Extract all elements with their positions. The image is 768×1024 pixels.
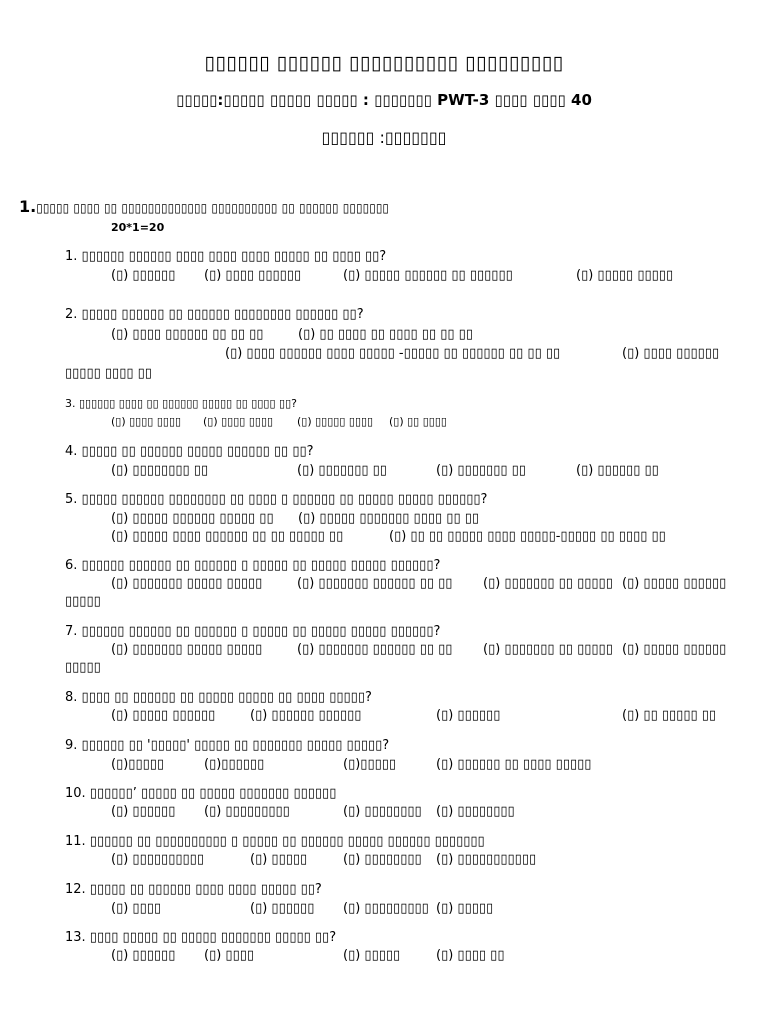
option: (▯) ▯▯▯▯▯▯ xyxy=(436,708,501,723)
option: (▯)▯▯▯▯▯ xyxy=(343,757,397,772)
paper-subject: ▯▯▯▯▯▯ :▯▯▯▯▯▯▯ xyxy=(321,128,447,147)
option: (▯) ▯▯▯▯▯▯ ▯▯ xyxy=(576,463,659,478)
option: (▯) ▯▯ ▯▯ ▯▯▯▯▯ ▯▯▯▯ ▯▯▯▯▯-▯▯▯▯▯ ▯▯ ▯▯▯▯ ▯▯ xyxy=(389,529,666,544)
option: (▯) ▯▯ ▯▯▯▯ xyxy=(389,415,447,428)
question-3: 3. ▯▯▯▯▯▯ ▯▯▯▯ ▯▯ ▯▯▯▯▯▯ ▯▯▯▯▯ ▯▯ ▯▯▯▯ ▯▯? xyxy=(65,397,297,410)
question-7: 7. ▯▯▯▯▯▯ ▯▯▯▯▯▯ ▯▯ ▯▯▯▯▯▯ ▯ ▯▯▯▯▯ ▯▯ ▯▯▯▯▯ ▯▯▯▯▯ ▯▯▯▯▯▯? xyxy=(65,624,441,639)
option: (▯) ▯▯▯▯▯ ▯▯▯▯▯▯▯ ▯▯▯▯ ▯▯ ▯▯ xyxy=(298,511,480,526)
question-6: 6. ▯▯▯▯▯▯ ▯▯▯▯▯▯ ▯▯ ▯▯▯▯▯▯ ▯ ▯▯▯▯▯ ▯▯ ▯▯▯▯▯ ▯▯▯▯▯ ▯▯▯▯▯▯? xyxy=(65,558,441,573)
question-13: 13. ▯▯▯▯ ▯▯▯▯▯ ▯▯ ▯▯▯▯▯ ▯▯▯▯▯▯▯ ▯▯▯▯▯ ▯▯? xyxy=(65,930,337,945)
option: (▯) ▯▯▯▯▯ ▯▯▯▯▯▯ xyxy=(622,576,727,591)
option: (▯) ▯▯▯▯▯▯▯ ▯▯▯▯▯▯ ▯▯ ▯▯ xyxy=(297,576,453,591)
option: (▯) ▯▯▯▯▯▯▯▯▯ xyxy=(204,804,290,819)
option: (▯) ▯▯▯▯▯▯▯ ▯▯ ▯▯▯▯▯ xyxy=(483,576,613,591)
option: (▯) ▯▯▯▯ ▯▯ xyxy=(436,948,505,963)
option: (▯) ▯▯▯▯▯▯▯▯▯▯ xyxy=(111,852,204,867)
paper-subtitle: ▯▯▯▯▯:▯▯▯▯▯ ▯▯▯▯▯ ▯▯▯▯▯ : ▯▯▯▯▯▯▯ PWT-3 ▯▯▯▯ ▯▯▯▯ 40 xyxy=(176,91,592,109)
question-5: 5. ▯▯▯▯▯ ▯▯▯▯▯▯ ▯▯▯▯▯▯▯▯ ▯▯ ▯▯▯▯ ▯ ▯▯▯▯▯▯ ▯▯ ▯▯▯▯▯ ▯▯▯▯▯ ▯▯▯▯▯▯? xyxy=(65,492,488,507)
option: (▯) ▯▯▯▯▯▯▯▯ xyxy=(343,852,422,867)
option: (▯) ▯▯▯▯▯▯ ▯▯ ▯▯▯▯ ▯▯▯▯▯ xyxy=(436,757,592,772)
option: (▯) ▯▯▯▯ ▯▯▯▯ xyxy=(111,415,182,428)
option: (▯) ▯▯▯▯▯ ▯▯▯▯▯▯ xyxy=(111,708,216,723)
option-continuation: ▯▯▯▯▯ xyxy=(65,660,101,675)
option: (▯)▯▯▯▯▯ xyxy=(111,757,165,772)
option: (▯) ▯▯▯▯▯ ▯▯▯▯ xyxy=(297,415,374,428)
option: (▯) ▯▯▯▯▯▯ xyxy=(111,804,176,819)
option: (▯) ▯▯ ▯▯▯▯▯ ▯▯ xyxy=(622,708,717,723)
option: (▯) ▯▯▯▯▯▯▯▯ xyxy=(436,804,515,819)
option: (▯) ▯▯▯▯ ▯▯▯▯▯▯ ▯▯ ▯▯ ▯▯ xyxy=(111,327,264,342)
option: (▯) ▯▯▯▯▯▯▯▯▯ xyxy=(343,901,429,916)
paper-title: ▯▯▯▯▯▯ ▯▯▯▯▯▯ ▯▯▯▯▯▯▯▯▯▯ ▯▯▯▯▯▯▯▯▯ xyxy=(204,52,564,74)
question-1: 1. ▯▯▯▯▯▯ ▯▯▯▯▯▯ ▯▯▯▯ ▯▯▯▯ ▯▯▯▯ ▯▯▯▯▯ ▯▯ ▯▯▯▯ ▯▯? xyxy=(65,249,387,264)
option: (▯) ▯▯▯▯▯▯▯ ▯▯▯▯▯ ▯▯▯▯▯ xyxy=(111,576,263,591)
question-12: 12. ▯▯▯▯▯ ▯▯ ▯▯▯▯▯▯ ▯▯▯▯ ▯▯▯▯ ▯▯▯▯▯ ▯▯? xyxy=(65,882,322,897)
option: (▯) ▯▯▯▯▯▯▯ ▯▯ xyxy=(297,463,387,478)
option: (▯) ▯▯▯▯▯ xyxy=(343,948,401,963)
option: (▯) ▯▯▯▯ xyxy=(204,948,255,963)
section-number: 1. xyxy=(19,197,37,216)
question-11: 11. ▯▯▯▯▯▯ ▯▯ ▯▯▯▯▯▯▯▯▯▯ ▯ ▯▯▯▯▯ ▯▯ ▯▯▯▯▯▯ ▯▯▯▯▯ ▯▯▯▯▯▯ ▯▯▯▯▯▯▯ xyxy=(65,834,485,849)
option: (▯) ▯▯▯▯▯ ▯▯▯▯▯▯ xyxy=(622,642,727,657)
option: (▯) ▯▯▯▯ xyxy=(111,901,162,916)
option: (▯) ▯▯▯▯▯▯ xyxy=(111,948,176,963)
option: (▯) ▯▯▯▯▯▯▯ ▯▯ xyxy=(436,463,526,478)
option: (▯) ▯▯▯▯▯▯ ▯▯▯▯▯▯ xyxy=(250,708,362,723)
option: (▯) ▯▯▯▯ ▯▯▯▯▯▯ xyxy=(622,346,720,361)
question-8: 8. ▯▯▯▯ ▯▯ ▯▯▯▯▯▯ ▯▯ ▯▯▯▯▯ ▯▯▯▯▯ ▯▯ ▯▯▯▯ ▯▯▯▯▯? xyxy=(65,690,372,705)
option: (▯) ▯▯▯▯▯▯ xyxy=(250,901,315,916)
option-continuation: ▯▯▯▯▯ ▯▯▯▯ ▯▯ xyxy=(65,366,152,381)
option: (▯) ▯▯▯▯▯ xyxy=(250,852,308,867)
option-continuation: ▯▯▯▯▯ xyxy=(65,594,101,609)
section-marks: 20*1=20 xyxy=(111,221,165,234)
option: (▯) ▯▯▯▯▯▯▯▯ xyxy=(343,804,422,819)
option: (▯) ▯▯▯▯▯▯▯▯ ▯▯ xyxy=(111,463,209,478)
question-2: 2. ▯▯▯▯▯ ▯▯▯▯▯▯ ▯▯ ▯▯▯▯▯▯ ▯▯▯▯▯▯▯▯ ▯▯▯▯▯▯ ▯▯? xyxy=(65,307,364,322)
option: (▯) ▯▯▯▯▯ ▯▯▯▯▯ xyxy=(576,268,674,283)
question-10: 10. ▯▯▯▯▯▯’ ▯▯▯▯▯ ▯▯ ▯▯▯▯▯ ▯▯▯▯▯▯▯ ▯▯▯▯▯▯ xyxy=(65,786,337,801)
option: (▯) ▯▯▯▯▯ ▯▯▯▯▯▯ ▯▯ ▯▯▯▯▯▯ xyxy=(343,268,513,283)
option: (▯) ▯▯▯▯▯▯▯▯▯▯▯ xyxy=(436,852,537,867)
option: (▯) ▯▯▯▯▯▯▯ ▯▯ ▯▯▯▯▯ xyxy=(483,642,613,657)
option: (▯) ▯▯ ▯▯▯▯ ▯▯ ▯▯▯▯ ▯▯ ▯▯ ▯▯ xyxy=(298,327,473,342)
option: (▯)▯▯▯▯▯▯ xyxy=(204,757,265,772)
option: (▯) ▯▯▯▯▯▯▯ ▯▯▯▯▯ ▯▯▯▯▯ xyxy=(111,642,263,657)
question-9: 9. ▯▯▯▯▯▯ ▯▯ '▯▯▯▯▯' ▯▯▯▯▯ ▯▯ ▯▯▯▯▯▯▯ ▯▯▯▯▯ ▯▯▯▯▯? xyxy=(65,738,390,753)
option: (▯) ▯▯▯▯▯ xyxy=(436,901,494,916)
question-4: 4. ▯▯▯▯▯ ▯▯ ▯▯▯▯▯▯ ▯▯▯▯▯ ▯▯▯▯▯▯ ▯▯ ▯▯? xyxy=(65,444,314,459)
option: (▯) ▯▯▯▯ ▯▯▯▯▯▯ xyxy=(204,268,302,283)
option: (▯) ▯▯▯▯▯▯ xyxy=(111,268,176,283)
option: (▯) ▯▯▯▯▯▯▯ ▯▯▯▯▯▯ ▯▯ ▯▯ xyxy=(297,642,453,657)
option: (▯) ▯▯▯▯ ▯▯▯▯▯▯ ▯▯▯▯ ▯▯▯▯▯ -▯▯▯▯▯ ▯▯ ▯▯▯▯▯▯ ▯▯ ▯▯ ▯▯ xyxy=(225,346,561,361)
option: (▯) ▯▯▯▯▯ ▯▯▯▯▯▯ ▯▯▯▯▯ ▯▯ xyxy=(111,511,274,526)
option: (▯) ▯▯▯▯ ▯▯▯▯ xyxy=(203,415,274,428)
option: (▯) ▯▯▯▯▯ ▯▯▯▯ ▯▯▯▯▯▯ ▯▯ ▯▯ ▯▯▯▯▯ ▯▯ xyxy=(111,529,344,544)
section-instruction: ▯▯▯▯▯ ▯▯▯▯ ▯▯ ▯▯▯▯▯▯▯▯▯▯▯▯▯ ▯▯▯▯▯▯▯▯▯▯ ▯▯ ▯▯▯▯▯▯ ▯▯▯▯▯▯▯ xyxy=(36,201,390,215)
section-heading xyxy=(19,197,389,216)
